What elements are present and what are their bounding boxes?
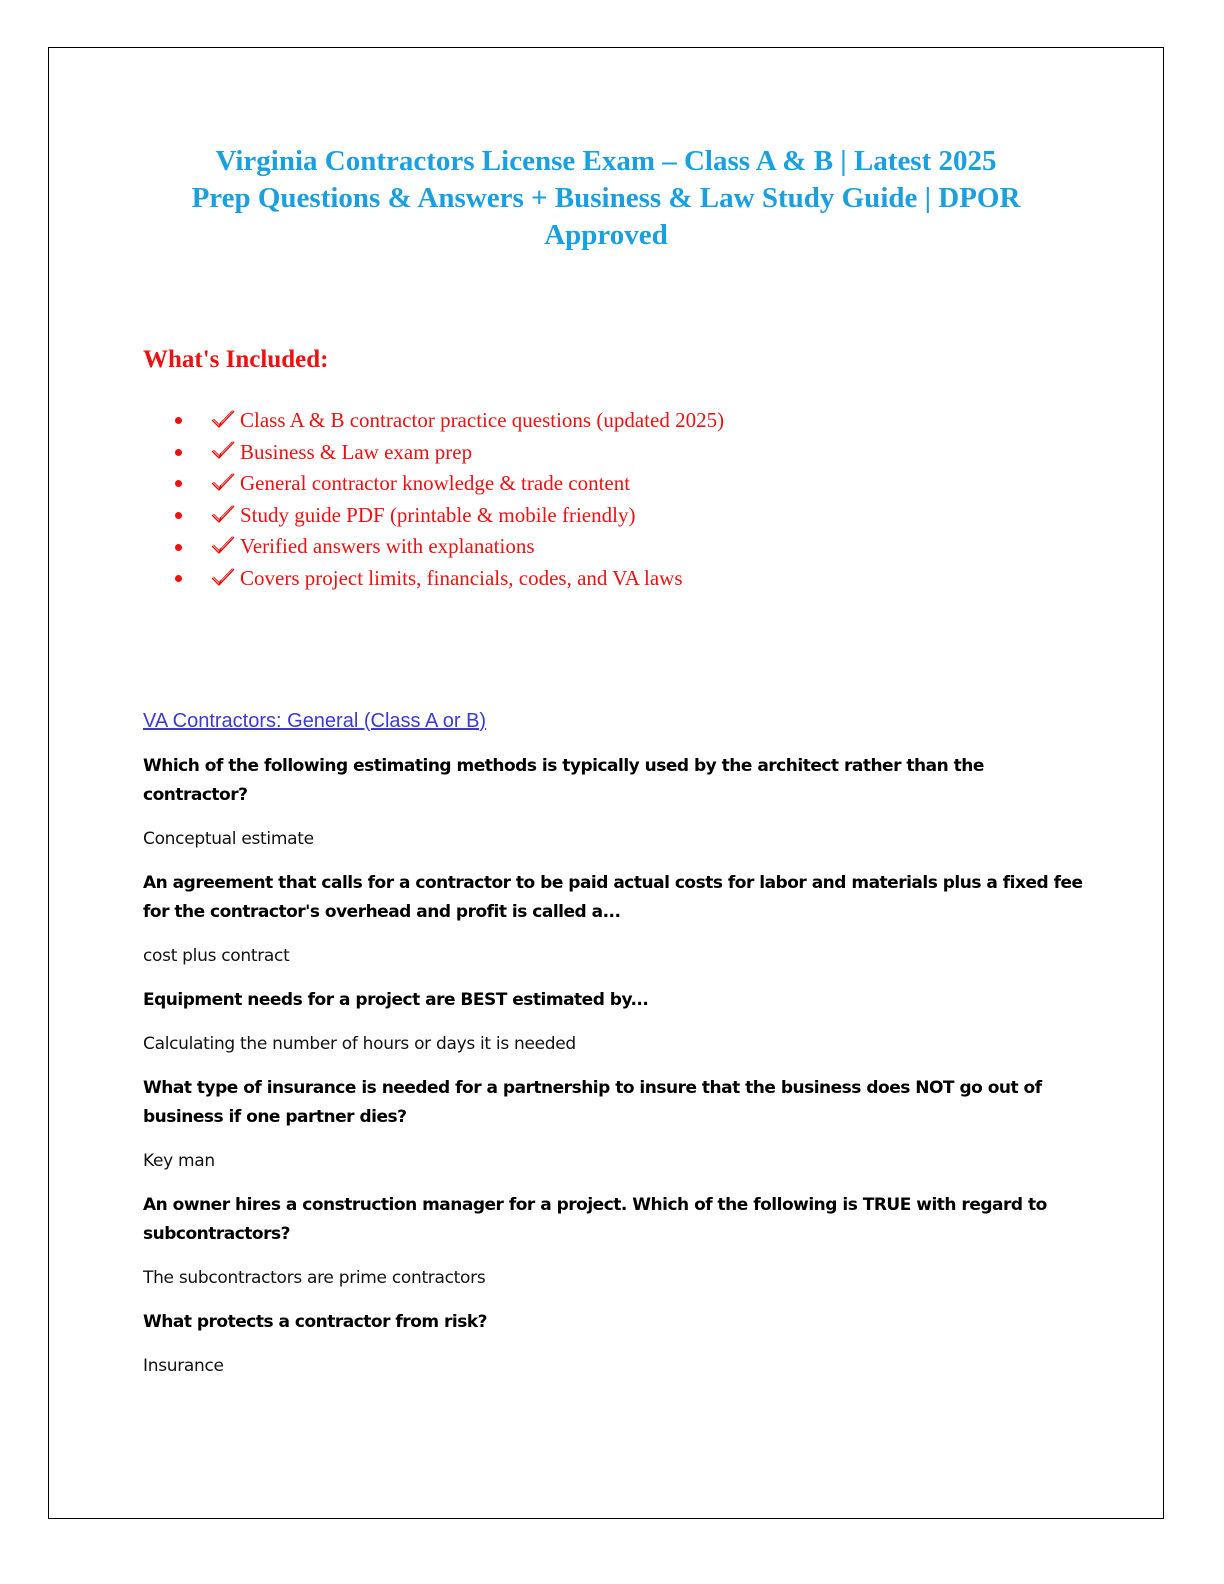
check-mark-icon: [210, 472, 236, 492]
check-mark-icon: [210, 567, 236, 587]
section-heading-link[interactable]: VA Contractors: General (Class A or B): [143, 710, 487, 732]
bullet-icon: [175, 480, 182, 487]
list-item: [175, 531, 724, 563]
title-line-3: Approved: [544, 219, 668, 251]
included-item-text: Study guide PDF (printable & mobile friendly): [240, 502, 636, 527]
question-text: What type of insurance is needed for a partnership to insure that the business does NOT go out of business if one partner dies?: [143, 1078, 1042, 1127]
question-text: Which of the following estimating methods is typically used by the architect rather than the contractor?: [143, 756, 984, 805]
answer-text: The subcontractors are prime contractors: [143, 1268, 486, 1288]
included-list: [175, 405, 724, 595]
included-heading: What's Included:: [143, 346, 329, 373]
bullet-icon: [175, 512, 182, 519]
list-item: [175, 468, 724, 500]
check-mark-icon: [210, 535, 236, 555]
question-text: Equipment needs for a project are BEST estimated by...: [143, 990, 649, 1010]
bullet-icon: [175, 417, 182, 424]
check-mark-icon: [210, 409, 236, 429]
answer-text: Conceptual estimate: [143, 829, 314, 849]
list-item: [175, 405, 724, 437]
answer-text: Key man: [143, 1151, 215, 1171]
question-text: An agreement that calls for a contractor to be paid actual costs for labor and materials plus a fixed fee for the contractor's overhead and profit is called a...: [143, 873, 1083, 922]
included-item-text: Verified answers with explanations: [240, 534, 535, 559]
included-item-text: Business & Law exam prep: [240, 439, 473, 464]
question-text: An owner hires a construction manager for a project. Which of the following is TRUE with regard to subcontractors?: [143, 1195, 1047, 1244]
bullet-icon: [175, 575, 182, 582]
title-line-2: Prep Questions & Answers + Business & Law Study Guide | DPOR: [191, 182, 1021, 214]
list-item: [175, 500, 724, 532]
included-item-text: General contractor knowledge & trade content: [240, 471, 631, 496]
document-title: [100, 143, 1112, 254]
bullet-icon: [175, 449, 182, 456]
answer-text: Insurance: [143, 1356, 224, 1376]
included-item-text: Class A & B contractor practice questions (updated 2025): [240, 408, 725, 432]
bullet-icon: [175, 544, 182, 551]
title-line-1: Virginia Contractors License Exam – Class A & B | Latest 2025: [215, 145, 997, 177]
question-text: What protects a contractor from risk?: [143, 1312, 488, 1332]
list-item: [175, 563, 724, 595]
included-item-text: Covers project limits, financials, codes, and VA laws: [240, 565, 683, 590]
answer-text: Calculating the number of hours or days it is needed: [143, 1034, 576, 1054]
check-mark-icon: [210, 504, 236, 524]
qa-list: [143, 752, 1083, 1396]
check-mark-icon: [210, 440, 236, 460]
list-item: [175, 437, 724, 469]
answer-text: cost plus contract: [143, 946, 290, 966]
